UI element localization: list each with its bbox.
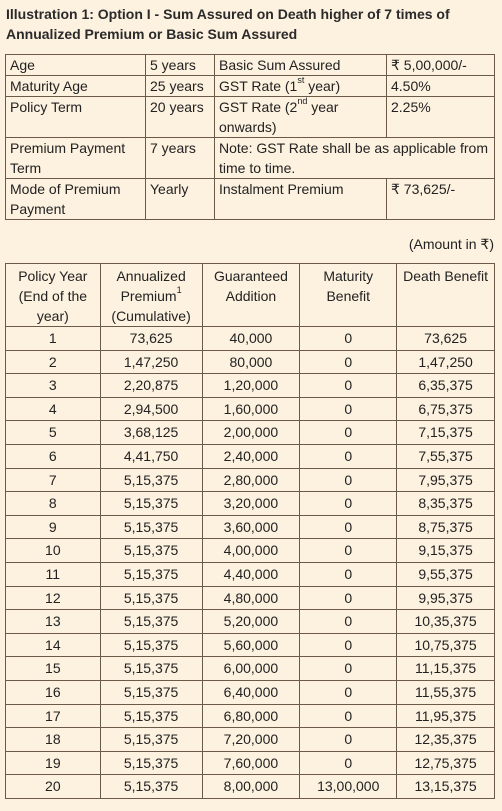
cell-policy-year: 17 xyxy=(6,704,101,728)
cell-annualized-premium: 2,20,875 xyxy=(100,374,202,398)
cell-death-benefit: 1,47,250 xyxy=(397,350,495,374)
cell-policy-year: 12 xyxy=(6,586,101,610)
cell-death-benefit: 12,75,375 xyxy=(397,751,495,775)
table-row xyxy=(6,728,495,752)
cell-annualized-premium: 2,94,500 xyxy=(100,397,202,421)
cell-policy-year: 6 xyxy=(6,444,101,468)
table-row xyxy=(6,775,495,799)
cell-guaranteed-addition: 4,00,000 xyxy=(202,539,300,563)
instalment-premium-value: ₹ 73,625/- xyxy=(387,179,495,220)
header-annualized-premium xyxy=(100,264,202,327)
cell-guaranteed-addition: 40,000 xyxy=(202,327,300,351)
cell-maturity-benefit: 0 xyxy=(300,586,397,610)
cell-policy-year: 14 xyxy=(6,633,101,657)
cell-policy-year: 1 xyxy=(6,327,101,351)
cell-guaranteed-addition: 2,40,000 xyxy=(202,444,300,468)
summary-row xyxy=(6,179,495,220)
cell-annualized-premium: 5,15,375 xyxy=(100,728,202,752)
summary-row xyxy=(6,55,495,76)
cell-death-benefit: 6,75,375 xyxy=(397,397,495,421)
cell-maturity-benefit: 13,00,000 xyxy=(300,775,397,799)
cell-annualized-premium: 5,15,375 xyxy=(100,680,202,704)
benefit-table-header xyxy=(6,264,495,327)
cell-guaranteed-addition: 6,80,000 xyxy=(202,704,300,728)
cell-guaranteed-addition: 7,60,000 xyxy=(202,751,300,775)
header-policy-year: Policy Year (End of the year) xyxy=(6,264,101,327)
table-row xyxy=(6,397,495,421)
cell-annualized-premium: 3,68,125 xyxy=(100,421,202,445)
table-row xyxy=(6,704,495,728)
cell-policy-year: 19 xyxy=(6,751,101,775)
summary-row xyxy=(6,97,495,138)
gst-first-year-sup: st xyxy=(297,75,305,85)
cell-maturity-benefit: 0 xyxy=(300,444,397,468)
cell-guaranteed-addition: 8,00,000 xyxy=(202,775,300,799)
header-annualized-premium-post: (Cumulative) xyxy=(111,308,191,324)
cell-death-benefit: 7,55,375 xyxy=(397,444,495,468)
header-death-benefit: Death Benefit xyxy=(397,264,495,327)
cell-policy-year: 16 xyxy=(6,680,101,704)
gst-second-year-label-pre: GST Rate (2 xyxy=(219,99,298,115)
premium-mode-value: Yearly xyxy=(146,179,215,220)
header-annualized-premium-sup: 1 xyxy=(176,285,182,295)
cell-annualized-premium: 5,15,375 xyxy=(100,586,202,610)
cell-annualized-premium: 73,625 xyxy=(100,327,202,351)
gst-first-year-value: 4.50% xyxy=(387,76,495,97)
cell-policy-year: 5 xyxy=(6,421,101,445)
amount-unit-note: (Amount in ₹) xyxy=(408,236,494,252)
cell-guaranteed-addition: 6,00,000 xyxy=(202,657,300,681)
table-row xyxy=(6,515,495,539)
cell-policy-year: 15 xyxy=(6,657,101,681)
gst-second-year-label xyxy=(215,97,387,138)
cell-guaranteed-addition: 1,20,000 xyxy=(202,374,300,398)
cell-annualized-premium: 5,15,375 xyxy=(100,775,202,799)
cell-guaranteed-addition: 2,80,000 xyxy=(202,468,300,492)
header-guaranteed-addition: Guaranteed Addition xyxy=(202,264,300,327)
cell-annualized-premium: 5,15,375 xyxy=(100,539,202,563)
cell-guaranteed-addition: 6,40,000 xyxy=(202,680,300,704)
age-value: 5 years xyxy=(146,55,215,76)
gst-second-year-label-post: year onwards) xyxy=(219,99,339,135)
cell-guaranteed-addition: 4,80,000 xyxy=(202,586,300,610)
cell-guaranteed-addition: 5,60,000 xyxy=(202,633,300,657)
cell-annualized-premium: 5,15,375 xyxy=(100,515,202,539)
gst-first-year-label xyxy=(215,76,387,97)
cell-maturity-benefit: 0 xyxy=(300,492,397,516)
cell-death-benefit: 11,95,375 xyxy=(397,704,495,728)
cell-death-benefit: 9,55,375 xyxy=(397,562,495,586)
cell-policy-year: 13 xyxy=(6,610,101,634)
table-row xyxy=(6,633,495,657)
table-row xyxy=(6,444,495,468)
cell-death-benefit: 11,55,375 xyxy=(397,680,495,704)
premium-payment-term-label: Premium Payment Term xyxy=(6,138,146,179)
table-row xyxy=(6,562,495,586)
cell-maturity-benefit: 0 xyxy=(300,468,397,492)
cell-guaranteed-addition: 3,20,000 xyxy=(202,492,300,516)
cell-maturity-benefit: 0 xyxy=(300,421,397,445)
cell-maturity-benefit: 0 xyxy=(300,397,397,421)
table-row xyxy=(6,350,495,374)
cell-maturity-benefit: 0 xyxy=(300,610,397,634)
cell-maturity-benefit: 0 xyxy=(300,327,397,351)
header-annualized-premium-pre: Annualized Premium xyxy=(116,268,186,304)
cell-guaranteed-addition: 5,20,000 xyxy=(202,610,300,634)
cell-maturity-benefit: 0 xyxy=(300,539,397,563)
table-row xyxy=(6,492,495,516)
table-row xyxy=(6,610,495,634)
cell-annualized-premium: 5,15,375 xyxy=(100,657,202,681)
cell-annualized-premium: 5,15,375 xyxy=(100,751,202,775)
illustration-title: Illustration 1: Option I - Sum Assured on Death higher of 7 times of Annualized Premium or Basic Sum Assured xyxy=(6,6,450,42)
cell-death-benefit: 7,15,375 xyxy=(397,421,495,445)
table-row xyxy=(6,327,495,351)
cell-guaranteed-addition: 2,00,000 xyxy=(202,421,300,445)
cell-maturity-benefit: 0 xyxy=(300,515,397,539)
cell-policy-year: 7 xyxy=(6,468,101,492)
cell-maturity-benefit: 0 xyxy=(300,751,397,775)
summary-row xyxy=(6,76,495,97)
cell-death-benefit: 10,75,375 xyxy=(397,633,495,657)
table-row xyxy=(6,421,495,445)
instalment-premium-label: Instalment Premium xyxy=(215,179,387,220)
table-row xyxy=(6,539,495,563)
table-row xyxy=(6,468,495,492)
cell-annualized-premium: 5,15,375 xyxy=(100,610,202,634)
cell-annualized-premium: 5,15,375 xyxy=(100,468,202,492)
cell-maturity-benefit: 0 xyxy=(300,633,397,657)
maturity-age-value: 25 years xyxy=(146,76,215,97)
cell-maturity-benefit: 0 xyxy=(300,657,397,681)
cell-annualized-premium: 4,41,750 xyxy=(100,444,202,468)
basic-sum-assured-value: ₹ 5,00,000/- xyxy=(387,55,495,76)
cell-death-benefit: 8,75,375 xyxy=(397,515,495,539)
gst-first-year-label-post: year) xyxy=(304,78,341,94)
cell-death-benefit: 6,35,375 xyxy=(397,374,495,398)
cell-annualized-premium: 5,15,375 xyxy=(100,704,202,728)
cell-policy-year: 18 xyxy=(6,728,101,752)
basic-sum-assured-label: Basic Sum Assured xyxy=(215,55,387,76)
table-row xyxy=(6,751,495,775)
cell-policy-year: 9 xyxy=(6,515,101,539)
policy-term-value: 20 years xyxy=(146,97,215,138)
summary-table xyxy=(5,54,495,220)
benefit-table-body xyxy=(6,327,495,799)
cell-maturity-benefit: 0 xyxy=(300,704,397,728)
cell-policy-year: 3 xyxy=(6,374,101,398)
cell-guaranteed-addition: 3,60,000 xyxy=(202,515,300,539)
cell-policy-year: 20 xyxy=(6,775,101,799)
cell-maturity-benefit: 0 xyxy=(300,374,397,398)
cell-death-benefit: 10,35,375 xyxy=(397,610,495,634)
cell-annualized-premium: 5,15,375 xyxy=(100,492,202,516)
gst-note: Note: GST Rate shall be as applicable from time to time. xyxy=(215,138,495,179)
cell-guaranteed-addition: 7,20,000 xyxy=(202,728,300,752)
cell-policy-year: 2 xyxy=(6,350,101,374)
cell-guaranteed-addition: 80,000 xyxy=(202,350,300,374)
cell-policy-year: 4 xyxy=(6,397,101,421)
cell-annualized-premium: 1,47,250 xyxy=(100,350,202,374)
cell-guaranteed-addition: 1,60,000 xyxy=(202,397,300,421)
age-label: Age xyxy=(6,55,146,76)
benefit-table xyxy=(5,263,495,799)
header-maturity-benefit: Maturity Benefit xyxy=(300,264,397,327)
policy-term-label: Policy Term xyxy=(6,97,146,138)
table-row xyxy=(6,374,495,398)
gst-second-year-value: 2.25% xyxy=(387,97,495,138)
gst-second-year-sup: nd xyxy=(297,96,308,106)
cell-policy-year: 8 xyxy=(6,492,101,516)
cell-policy-year: 11 xyxy=(6,562,101,586)
cell-maturity-benefit: 0 xyxy=(300,562,397,586)
table-row xyxy=(6,586,495,610)
cell-death-benefit: 73,625 xyxy=(397,327,495,351)
premium-mode-label: Mode of Premium Payment xyxy=(6,179,146,220)
summary-row xyxy=(6,138,495,179)
cell-guaranteed-addition: 4,40,000 xyxy=(202,562,300,586)
cell-maturity-benefit: 0 xyxy=(300,680,397,704)
gst-first-year-label-pre: GST Rate (1 xyxy=(219,78,298,94)
cell-death-benefit: 9,15,375 xyxy=(397,539,495,563)
cell-maturity-benefit: 0 xyxy=(300,728,397,752)
cell-policy-year: 10 xyxy=(6,539,101,563)
cell-death-benefit: 11,15,375 xyxy=(397,657,495,681)
cell-death-benefit: 8,35,375 xyxy=(397,492,495,516)
premium-payment-term-value: 7 years xyxy=(146,138,215,179)
cell-maturity-benefit: 0 xyxy=(300,350,397,374)
table-row xyxy=(6,680,495,704)
cell-death-benefit: 13,15,375 xyxy=(397,775,495,799)
cell-death-benefit: 7,95,375 xyxy=(397,468,495,492)
cell-annualized-premium: 5,15,375 xyxy=(100,562,202,586)
cell-annualized-premium: 5,15,375 xyxy=(100,633,202,657)
cell-death-benefit: 9,95,375 xyxy=(397,586,495,610)
maturity-age-label: Maturity Age xyxy=(6,76,146,97)
cell-death-benefit: 12,35,375 xyxy=(397,728,495,752)
table-row xyxy=(6,657,495,681)
